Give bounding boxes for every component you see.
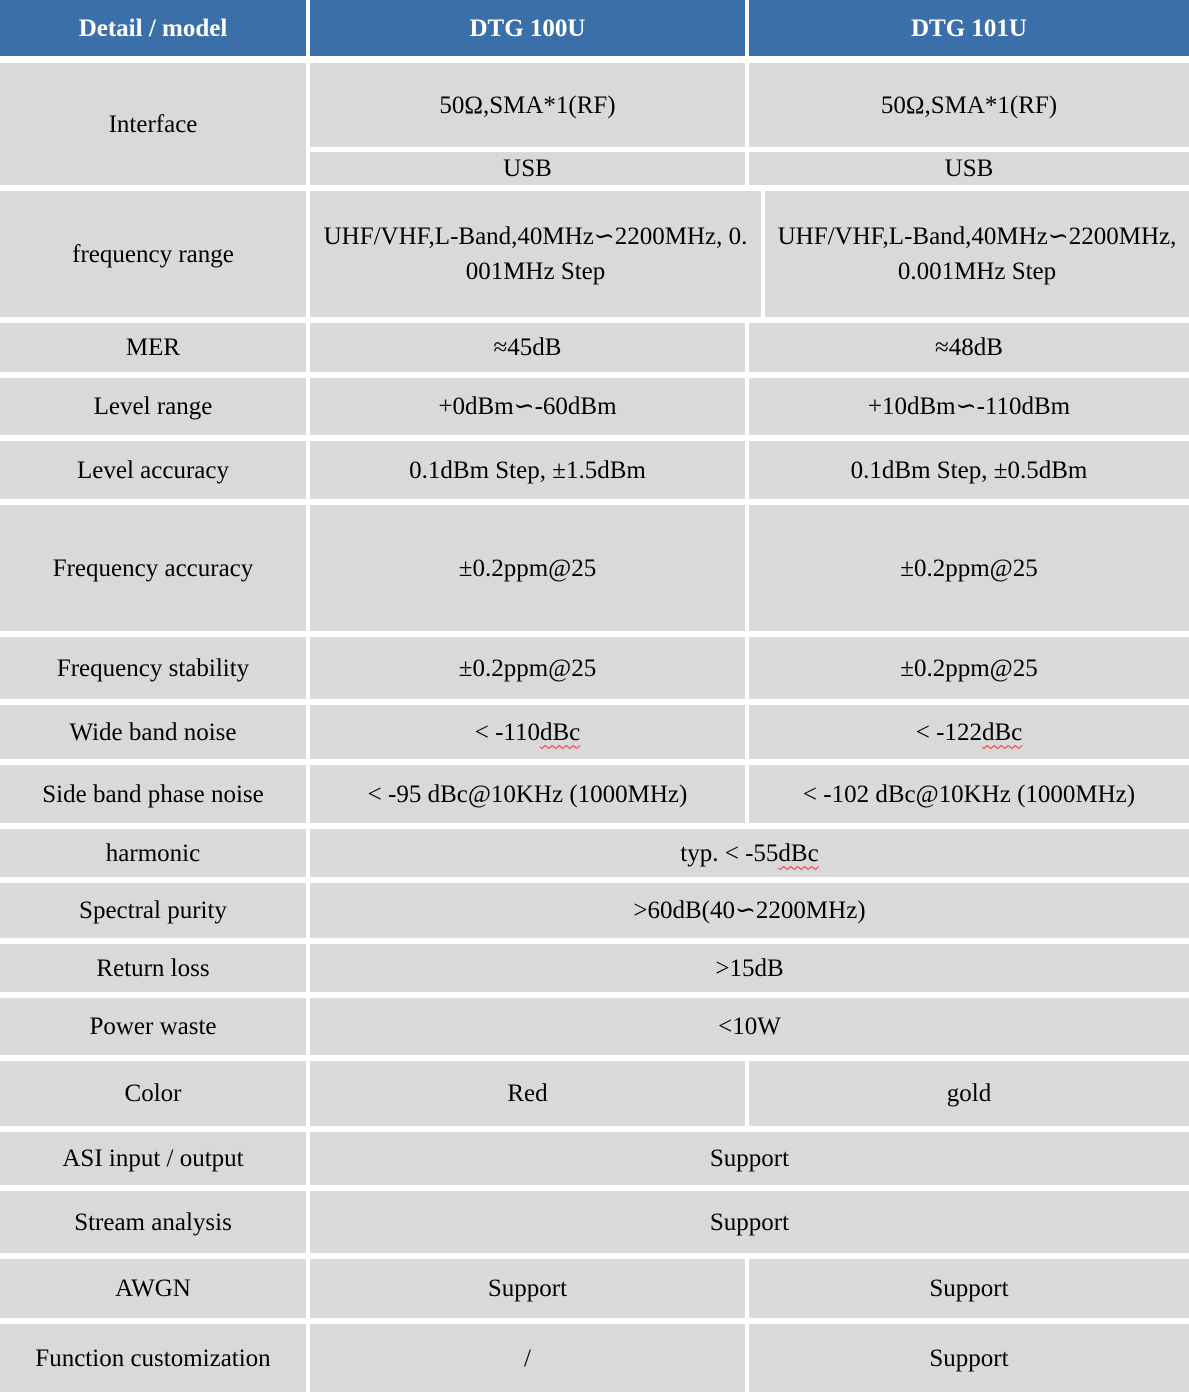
table-row <box>0 1324 1189 1392</box>
row-value <box>310 441 745 499</box>
row-values <box>310 944 1189 992</box>
row-label: MER <box>0 323 306 372</box>
row-value <box>749 1061 1189 1126</box>
table-row <box>0 1132 1189 1185</box>
table-sub-row <box>310 152 1189 185</box>
row-value-text: gold <box>946 1080 992 1107</box>
row-value <box>310 765 745 823</box>
row-value <box>749 378 1189 435</box>
row-value-text: 0.1dBm Step, ±1.5dBm <box>409 456 646 484</box>
table-row <box>0 765 1189 823</box>
row-label: Wide band noise <box>0 705 306 759</box>
table-row <box>0 829 1189 877</box>
row-values <box>310 1259 1189 1318</box>
row-value <box>749 441 1189 499</box>
row-label: Frequency accuracy <box>0 505 306 631</box>
row-value <box>749 63 1189 147</box>
table-row <box>0 998 1189 1055</box>
row-label: Function customization <box>0 1324 306 1392</box>
table-row <box>0 705 1189 759</box>
row-values <box>310 191 1189 317</box>
row-label: Spectral purity <box>0 883 306 938</box>
table-row <box>0 1191 1189 1253</box>
row-label: Level accuracy <box>0 441 306 499</box>
row-value-text: < -102 dBc@10KHz (1000MHz) <box>802 780 1136 808</box>
row-value <box>310 1324 745 1392</box>
row-value <box>749 765 1189 823</box>
row-value <box>310 152 745 185</box>
row-value <box>310 998 1189 1055</box>
row-values <box>310 1324 1189 1392</box>
row-values <box>310 637 1189 699</box>
row-value <box>310 944 1189 992</box>
row-value-text: Red <box>507 1080 548 1107</box>
row-value <box>310 705 745 759</box>
row-values <box>310 1132 1189 1185</box>
row-value <box>310 63 745 147</box>
row-value-text: 50Ω,SMA*1(RF) <box>439 91 616 119</box>
row-value-text: < -95 dBc@10KHz (1000MHz) <box>367 780 688 808</box>
row-value-text: UHF/VHF,L-Band,40MHz∽2200MHz, 0.001MHz Step <box>777 223 1177 285</box>
row-value <box>749 1324 1189 1392</box>
table-row <box>0 323 1189 372</box>
row-value-text: USB <box>944 155 994 182</box>
table-row <box>0 441 1189 499</box>
row-value <box>310 1259 745 1318</box>
row-value-text: 0.1dBm Step, ±0.5dBm <box>850 456 1088 484</box>
row-value-text: typ. < -55 <box>680 839 779 867</box>
row-value-misspelled-word: dBc <box>539 718 581 746</box>
row-value <box>749 152 1189 185</box>
row-value-text: <10W <box>718 1013 781 1040</box>
row-values <box>310 378 1189 435</box>
row-value-text: Support <box>709 1208 790 1236</box>
table-row <box>0 191 1189 317</box>
table-row <box>0 883 1189 938</box>
table-header-row <box>0 0 1189 56</box>
header-dtg-100u: DTG 100U <box>310 0 745 56</box>
row-label: ASI input / output <box>0 1132 306 1185</box>
row-value <box>310 829 1189 877</box>
header-detail-model: Detail / model <box>0 0 306 56</box>
row-value <box>310 378 745 435</box>
row-value <box>310 883 1189 938</box>
row-value <box>310 1061 745 1126</box>
row-label: Return loss <box>0 944 306 992</box>
row-value <box>749 323 1189 372</box>
table-row <box>0 1259 1189 1318</box>
row-value <box>765 191 1189 317</box>
table-row <box>0 63 1189 185</box>
row-value-text: >60dB(40∽2200MHz) <box>633 897 866 924</box>
row-label: Frequency stability <box>0 637 306 699</box>
row-values <box>310 1191 1189 1253</box>
row-values <box>310 63 1189 185</box>
row-value-text: Support <box>487 1275 568 1302</box>
row-label: Color <box>0 1061 306 1126</box>
row-value <box>310 637 745 699</box>
row-value-misspelled-word: dBc <box>981 718 1023 746</box>
row-value <box>310 323 745 372</box>
row-values <box>310 765 1189 823</box>
row-value-misspelled-word: dBc <box>778 839 819 867</box>
row-value-text: 50Ω,SMA*1(RF) <box>880 91 1058 119</box>
row-value-text: ±0.2ppm@25 <box>458 654 597 682</box>
row-value-text: ±0.2ppm@25 <box>900 654 1038 682</box>
table-sub-row <box>310 63 1189 147</box>
row-value-text: Support <box>929 1275 1009 1302</box>
table-row <box>0 1061 1189 1126</box>
table-row <box>0 637 1189 699</box>
row-value-text: +10dBm∽-110dBm <box>867 393 1071 420</box>
row-values <box>310 323 1189 372</box>
row-value <box>749 637 1189 699</box>
row-label: Power waste <box>0 998 306 1055</box>
row-label: frequency range <box>0 191 306 317</box>
row-value <box>749 505 1189 631</box>
row-value-text: ±0.2ppm@25 <box>458 554 597 582</box>
row-value-text: ≈48dB <box>935 334 1003 361</box>
header-dtg-101u: DTG 101U <box>749 0 1189 56</box>
row-values <box>310 829 1189 877</box>
row-value-text: >15dB <box>715 954 784 982</box>
row-value-text: ±0.2ppm@25 <box>900 554 1038 582</box>
table-row <box>0 378 1189 435</box>
row-value-text: UHF/VHF,L-Band,40MHz∽2200MHz, 0.001MHz Step <box>323 223 748 285</box>
row-values <box>310 505 1189 631</box>
row-value-text: +0dBm∽-60dBm <box>438 393 617 420</box>
row-value-text: USB <box>503 155 552 182</box>
row-values <box>310 705 1189 759</box>
table-row <box>0 944 1189 992</box>
row-value-text: Support <box>709 1145 790 1172</box>
row-value <box>749 705 1189 759</box>
row-values <box>310 883 1189 938</box>
row-value <box>749 1259 1189 1318</box>
row-value <box>310 1191 1189 1253</box>
row-label: AWGN <box>0 1259 306 1318</box>
table-row <box>0 505 1189 631</box>
row-value <box>310 1132 1189 1185</box>
row-values <box>310 1061 1189 1126</box>
row-value <box>310 505 745 631</box>
row-value-text: Support <box>929 1344 1009 1372</box>
row-label: harmonic <box>0 829 306 877</box>
row-label: Level range <box>0 378 306 435</box>
row-value <box>310 191 761 317</box>
row-value-text: ≈45dB <box>493 334 562 361</box>
row-label: Stream analysis <box>0 1191 306 1253</box>
row-value-text: < -110 <box>474 718 540 746</box>
row-values <box>310 441 1189 499</box>
row-label: Side band phase noise <box>0 765 306 823</box>
row-value-text: < -122 <box>915 718 982 746</box>
row-label: Interface <box>0 63 306 185</box>
row-values <box>310 998 1189 1055</box>
row-value-text: / <box>524 1344 531 1372</box>
table-body <box>0 63 1189 1392</box>
